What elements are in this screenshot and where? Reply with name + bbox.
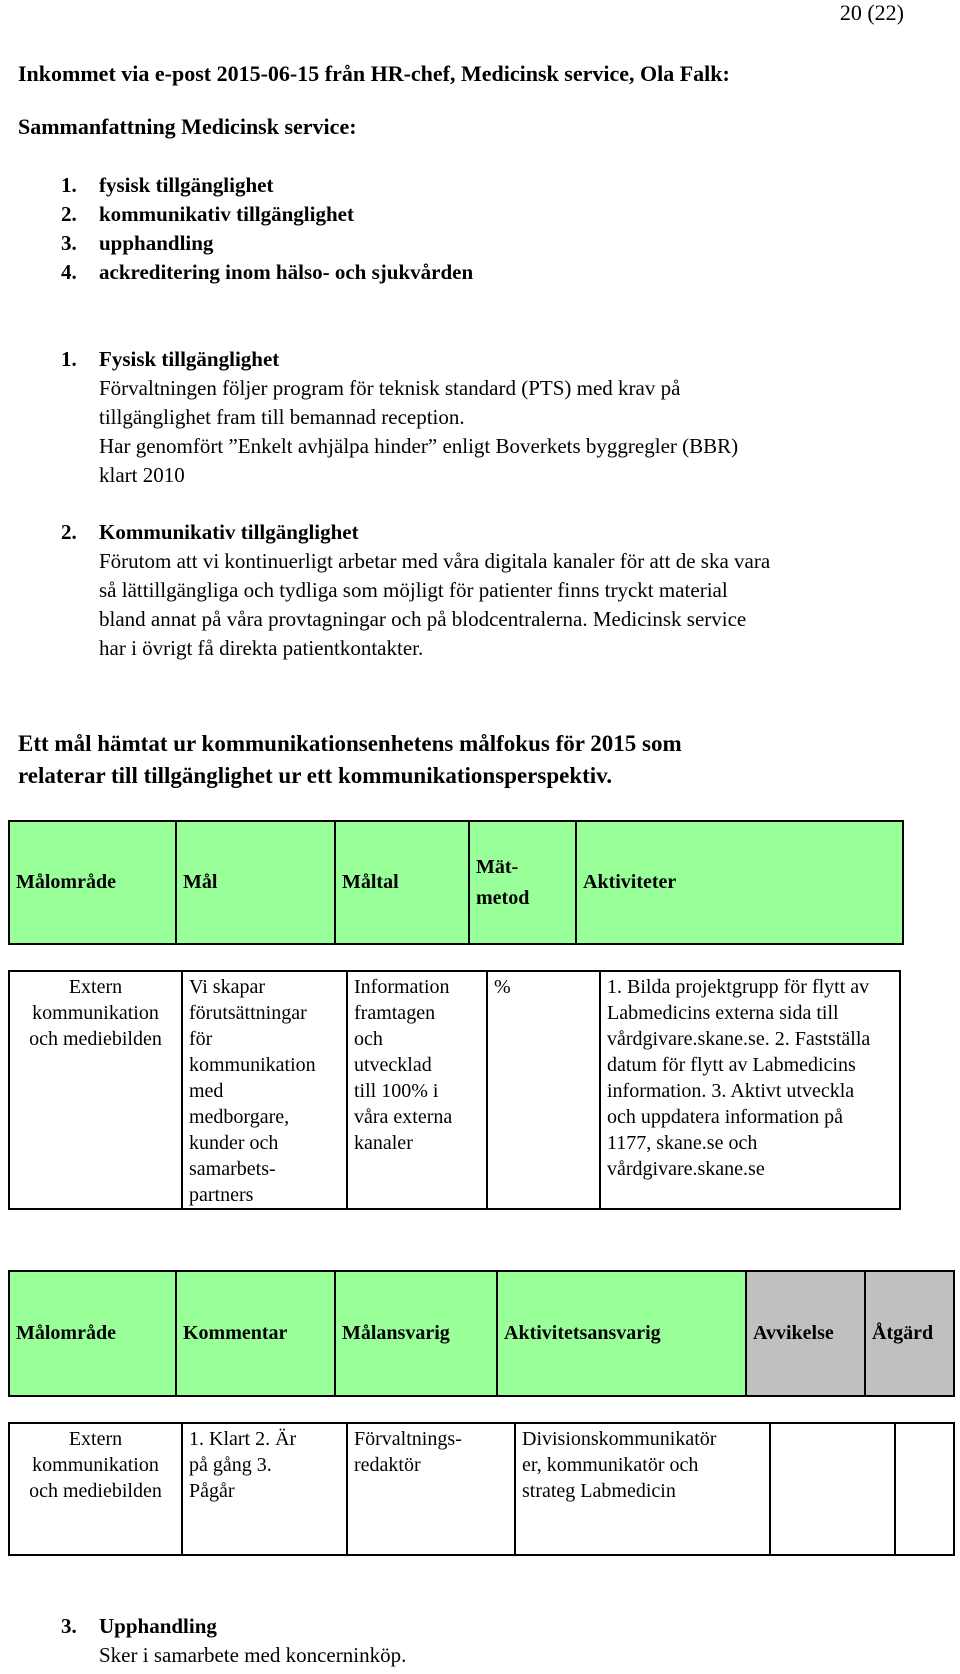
header-avvikelse: Avvikelse xyxy=(746,1271,865,1396)
header-kommentar: Kommentar xyxy=(176,1271,335,1396)
cell-maltal: Information framtagen och utvecklad till 100% i våra externa kanaler xyxy=(347,971,487,1209)
section-body: Sker i samarbete med koncerninköp. xyxy=(99,1643,407,1667)
cell-avvikelse xyxy=(770,1423,895,1555)
section-title: 1. Fysisk tillgänglighet xyxy=(61,347,280,371)
goal-table-header xyxy=(8,820,904,945)
header-atgard: Åtgärd xyxy=(865,1271,954,1396)
section-upphandling xyxy=(61,1612,911,1670)
summary-list xyxy=(61,171,473,287)
cell-malomrade: Extern kommunikation och mediebilden xyxy=(9,1423,182,1555)
header-malomrade: Målområde xyxy=(9,1271,176,1396)
intro-line: Inkommet via e-post 2015-06-15 från HR-chef, Medicinsk service, Ola Falk: xyxy=(18,61,730,86)
cell-malomrade: Extern kommunikation och mediebilden xyxy=(9,971,182,1209)
summary-item: 2. kommunikativ tillgänglighet xyxy=(61,202,354,226)
summary-heading: Sammanfattning Medicinsk service: xyxy=(18,114,357,139)
summary-item: 4. ackreditering inom hälso- och sjukvården xyxy=(61,260,474,284)
cell-aktiviteter: 1. Bilda projektgrupp för flytt av Labmedicins externa sida till vårdgivare.skane.se. 2. Fastställa datum för flytt av Labmedicins information. 3. Aktivt utveckla och uppdatera information på 1177, skane.se och vårdgivare.skane.se xyxy=(600,971,900,1209)
cell-kommentar: 1. Klart 2. Är på gång 3. Pågår xyxy=(182,1423,347,1555)
section-fysisk-tillganglighet xyxy=(61,345,911,490)
cell-malansvarig: Förvaltnings- redaktör xyxy=(347,1423,515,1555)
header-aktiviteter: Aktiviteter xyxy=(576,821,903,944)
followup-table-header xyxy=(8,1270,955,1397)
header-maltal: Måltal xyxy=(335,821,469,944)
section-kommunikativ-tillganglighet xyxy=(61,518,911,663)
section-title: 2. Kommunikativ tillgänglighet xyxy=(61,520,359,544)
followup-table-row xyxy=(8,1422,955,1556)
goal-table-row xyxy=(8,970,901,1210)
cell-mal: Vi skapar förutsättningar för kommunikation med medborgare, kunder och samarbets- partners xyxy=(182,971,347,1209)
cell-atgard xyxy=(895,1423,954,1555)
header-malomrade: Målområde xyxy=(9,821,176,944)
summary-item: 3. upphandling xyxy=(61,231,214,255)
section-body: Förutom att vi kontinuerligt arbetar med våra digitala kanaler för att de ska vara så lättillgängliga och tydliga som möjligt för patienter finns tryckt material bland annat på våra provtagningar och på blodcentralerna. Medicinsk service har i övrigt få direkta patientkontakter. xyxy=(99,549,771,660)
header-matmetod: Mät- metod xyxy=(469,821,576,944)
section-body: Förvaltningen följer program för teknisk standard (PTS) med krav på tillgänglighet fram till bemannad reception. Har genomfört ”Enkelt avhjälpa hinder” enligt Boverkets byggregler (BBR) klart 2010 xyxy=(99,376,739,487)
page-number: 20 (22) xyxy=(839,0,904,25)
header-aktivitetsansvarig: Aktivitetsansvarig xyxy=(497,1271,746,1396)
cell-aktivitetsansvarig: Divisionskommunikatör er, kommunikatör och strateg Labmedicin xyxy=(515,1423,770,1555)
summary-item: 1. fysisk tillgänglighet xyxy=(61,173,274,197)
cell-matmetod: % xyxy=(487,971,600,1209)
header-malansvarig: Målansvarig xyxy=(335,1271,497,1396)
header-mal: Mål xyxy=(176,821,335,944)
section-title: 3. Upphandling xyxy=(61,1614,217,1638)
goal-heading: Ett mål hämtat ur kommunikationsenhetens målfokus för 2015 som relaterar till tillgänglighet ur ett kommunikationsperspektiv. xyxy=(18,731,682,788)
